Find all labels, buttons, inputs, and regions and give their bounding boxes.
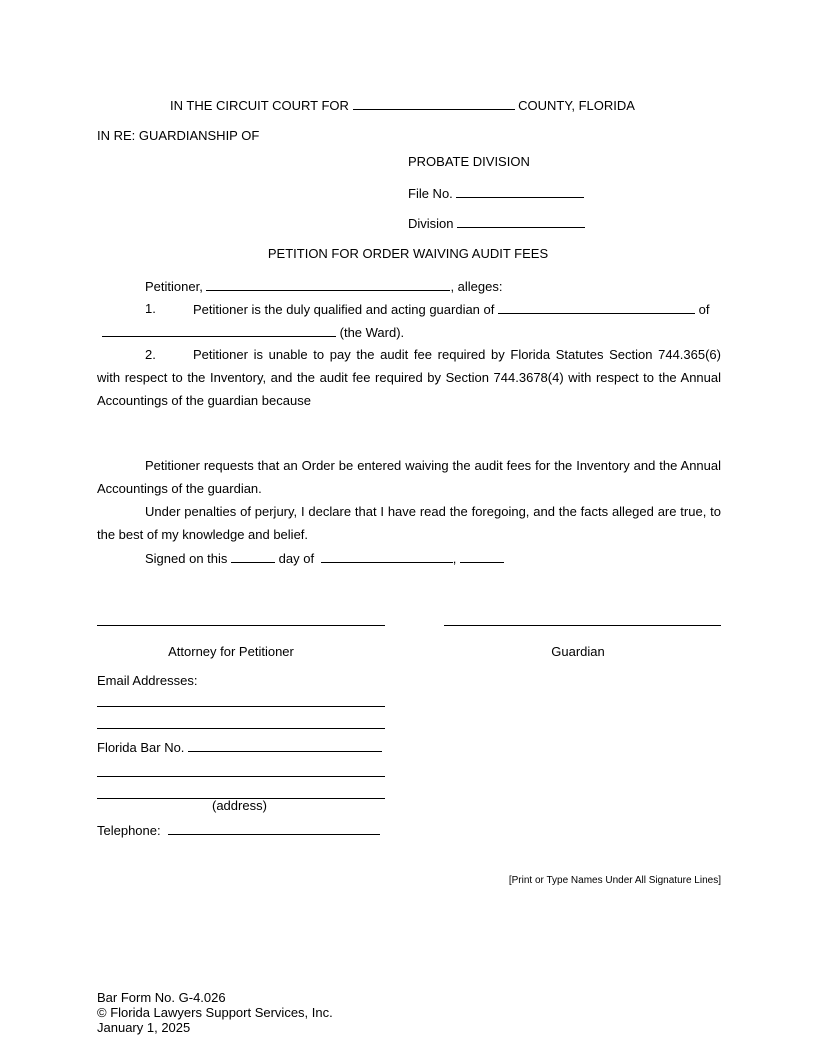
ward-line (102, 324, 404, 341)
alleges-text: , alleges: (450, 279, 503, 294)
petitioner-line (145, 278, 503, 295)
division-label: Division (408, 216, 454, 231)
item1-line (193, 301, 709, 318)
address-label: (address) (212, 798, 267, 813)
telephone-line (97, 822, 380, 839)
ward-name-blank[interactable] (102, 324, 336, 337)
item1-of: of (698, 302, 710, 317)
request-text: Petitioner requests that an Order be entered waiving the audit fees for the Inventory and the Annual Accountings of the guardian. (97, 458, 721, 496)
date-comma: , (452, 551, 457, 566)
perjury-text: Under penalties of perjury, I declare that I have read the foregoing, and the facts alleged are true, to the best of my knowledge and belief. (97, 504, 721, 542)
florida-bar-line (97, 739, 382, 756)
probate-division: PROBATE DIVISION (408, 154, 530, 169)
attorney-label: Attorney for Petitioner (168, 644, 294, 659)
court-caption (170, 97, 635, 114)
item1-text: Petitioner is the duly qualified and acting guardian of (193, 302, 495, 317)
florida-bar-blank[interactable] (188, 739, 382, 752)
email-line-1[interactable] (97, 706, 385, 707)
day-blank[interactable] (231, 550, 275, 563)
ward-text: (the Ward). (339, 325, 405, 340)
florida-bar-label: Florida Bar No. (97, 740, 185, 755)
telephone-blank[interactable] (168, 822, 380, 835)
item2-number: 2. (145, 347, 156, 362)
item2-paragraph (97, 343, 721, 412)
division-blank[interactable] (457, 215, 585, 228)
footer-form-no: Bar Form No. G-4.026 (97, 990, 226, 1005)
item1-number: 1. (145, 301, 156, 316)
telephone-label: Telephone: (97, 823, 161, 838)
guardian-label: Guardian (551, 644, 605, 659)
guardian-of-blank[interactable] (498, 301, 695, 314)
division-line (408, 215, 585, 232)
guardian-signature-line[interactable] (444, 625, 721, 626)
request-paragraph (97, 454, 721, 500)
email-line-2[interactable] (97, 728, 385, 729)
county-blank[interactable] (353, 97, 515, 110)
month-blank[interactable] (321, 550, 453, 563)
signed-label: Signed on this (145, 551, 228, 566)
file-no-line (408, 185, 584, 202)
item2-text: Petitioner is unable to pay the audit fee required by Florida Statutes Section 744.365(6) with respect to the Inventory, and the audit fee required by Section 744.3678(4) with respect to the Annual Accountings of the guardian because (97, 347, 721, 408)
document-title: PETITION FOR ORDER WAIVING AUDIT FEES (267, 246, 549, 261)
signature-note: [Print or Type Names Under All Signature Lines] (508, 875, 721, 886)
perjury-paragraph (97, 500, 721, 546)
attorney-signature-line[interactable] (97, 625, 385, 626)
signed-line (145, 550, 504, 567)
petitioner-label: Petitioner, (145, 279, 203, 294)
court-suffix: COUNTY, FLORIDA (518, 98, 635, 113)
petitioner-name-blank[interactable] (206, 278, 450, 291)
year-blank[interactable] (460, 550, 504, 563)
footer-copyright: © Florida Lawyers Support Services, Inc. (97, 1005, 333, 1020)
file-no-blank[interactable] (456, 185, 584, 198)
email-label: Email Addresses: (97, 673, 198, 688)
footer-date: January 1, 2025 (97, 1020, 191, 1035)
in-re-line: IN RE: GUARDIANSHIP OF (97, 128, 260, 143)
day-of-label: day of (278, 551, 315, 566)
file-no-label: File No. (408, 186, 453, 201)
court-prefix: IN THE CIRCUIT COURT FOR (170, 98, 349, 113)
address-line-1[interactable] (97, 776, 385, 777)
